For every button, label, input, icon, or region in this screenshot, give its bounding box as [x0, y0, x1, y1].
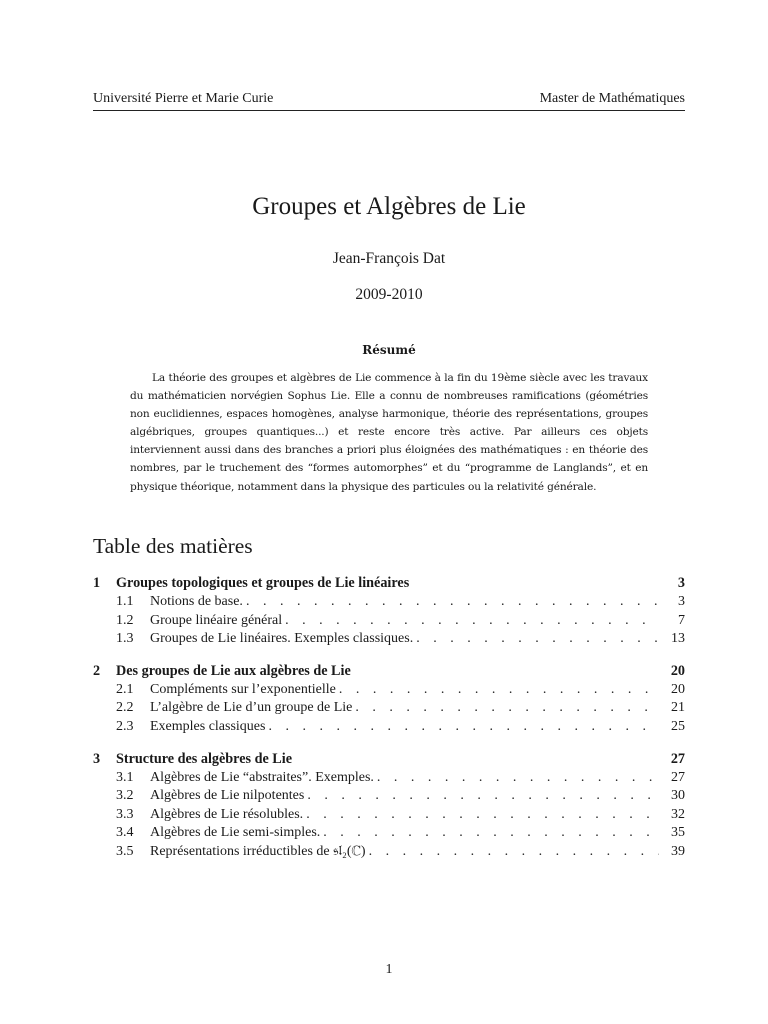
- header-rule: [93, 110, 685, 111]
- subsection-number: 2.1: [116, 681, 134, 697]
- subsection-title: Exemples classiques: [150, 718, 266, 734]
- dot-leader: [268, 719, 659, 735]
- toc-subsection-entry[interactable]: [93, 631, 685, 650]
- subsection-number: 2.2: [116, 700, 134, 716]
- section-title: Des groupes de Lie aux algèbres de Lie: [116, 662, 351, 679]
- abstract-heading: Résumé: [362, 343, 416, 357]
- subsection-number: 1.2: [116, 612, 134, 628]
- subsection-number: 3.5: [116, 843, 134, 859]
- subsection-page: 30: [671, 788, 685, 804]
- subsection-page: 35: [671, 825, 685, 841]
- subsection-title: Représentations irréductibles de 𝔰𝔩₂(ℂ): [150, 843, 366, 859]
- subsection-page: 13: [671, 631, 685, 647]
- header-university: Université Pierre et Marie Curie: [93, 91, 274, 106]
- subsection-title: Algèbres de Lie semi-simples.: [150, 825, 321, 841]
- toc-subsection-entry[interactable]: [93, 613, 685, 632]
- subsection-number: 3.1: [116, 769, 134, 785]
- subsection-title: Compléments sur l’exponentielle: [150, 681, 336, 697]
- section-title: Groupes topologiques et groupes de Lie linéaires: [116, 575, 410, 591]
- toc-subsection-entry[interactable]: [93, 788, 685, 807]
- header-program: Master de Mathématiques: [539, 91, 685, 106]
- subsection-number: 2.3: [116, 718, 134, 734]
- table-of-contents: [93, 575, 685, 876]
- dot-leader: [416, 631, 659, 647]
- subsection-title: L’algèbre de Lie d’un groupe de Lie: [150, 700, 353, 716]
- dot-leader: [377, 770, 659, 786]
- toc-subsection-entry[interactable]: [93, 719, 685, 738]
- toc-subsection-entry[interactable]: [93, 700, 685, 719]
- subsection-number: 3.4: [116, 825, 134, 841]
- subsection-title: Algèbres de Lie nilpotentes: [150, 788, 305, 804]
- toc-subsection-entry[interactable]: [93, 682, 685, 701]
- toc-section-entry[interactable]: [93, 575, 685, 594]
- dot-leader: [355, 700, 659, 716]
- subsection-number: 3.2: [116, 788, 134, 804]
- subsection-page: 32: [671, 806, 685, 822]
- subsection-title: Groupes de Lie linéaires. Exemples classiques.: [150, 631, 414, 647]
- dot-leader: [307, 788, 659, 804]
- dot-leader: [285, 613, 659, 629]
- document-title: Groupes et Algèbres de Lie: [252, 193, 526, 220]
- toc-heading: Table des matières: [93, 534, 253, 558]
- subsection-title: Notions de base.: [150, 594, 243, 609]
- author: Jean-François Dat: [332, 250, 446, 267]
- dot-leader: [369, 844, 659, 860]
- section-page: 20: [670, 662, 685, 679]
- subsection-page: 7: [678, 612, 685, 628]
- toc-section-entry[interactable]: [93, 751, 685, 770]
- dot-leader: [339, 682, 659, 698]
- subsection-title: Algèbres de Lie “abstraites”. Exemples.: [150, 769, 374, 785]
- section-page: 27: [670, 750, 685, 767]
- toc-subsection-entry[interactable]: [93, 594, 685, 613]
- running-header: [93, 91, 685, 107]
- toc-section-entry[interactable]: [93, 663, 685, 682]
- subsection-number: 3.3: [116, 806, 134, 822]
- subsection-page: 27: [671, 769, 685, 785]
- subsection-number: 1.3: [116, 631, 134, 647]
- subsection-page: 21: [671, 700, 685, 716]
- subsection-page: 25: [671, 718, 685, 734]
- subsection-number: 1.1: [116, 594, 134, 609]
- subsection-title: Groupe linéaire général: [150, 612, 283, 628]
- toc-subsection-entry[interactable]: [93, 770, 685, 789]
- toc-subsection-entry[interactable]: [93, 825, 685, 844]
- section-number: 2: [93, 662, 101, 679]
- section-title: Structure des algèbres de Lie: [116, 750, 293, 767]
- subsection-page: 20: [671, 681, 685, 697]
- dot-leader: [306, 807, 659, 823]
- subsection-page: 39: [671, 843, 685, 859]
- abstract-text: La théorie des groupes et algèbres de Lie commence à la fin du 19ème siècle avec les travaux du mathématicien norvégien Sophus Lie. Elle a connu de nombreuses ramifications (géométries non euclidiennes, espaces homogènes, analyse harmonique, théorie des représentations, groupes algébriques, groupes quantiques...) et reste encore très active. Par ailleurs ces objets interviennent aussi dans des branches a priori plus éloignées des mathématiques : en théorie des nombres, par le truchement des “formes automorphes” et du “programme de Langlands”, et en physique théorique, notamment dans la physique des particules ou la relativité générale.: [130, 372, 648, 493]
- toc-section: [93, 751, 685, 863]
- toc-subsection-entry[interactable]: [93, 807, 685, 826]
- section-number: 3: [93, 750, 101, 767]
- subsection-page: 3: [678, 594, 685, 609]
- subsection-title: Algèbres de Lie résolubles.: [150, 806, 304, 822]
- toc-section: [93, 663, 685, 738]
- dot-leader: [246, 594, 659, 610]
- dot-leader: [323, 825, 659, 841]
- toc-subsection-entry[interactable]: [93, 844, 685, 863]
- page-number: 1: [385, 962, 393, 977]
- academic-year: 2009-2010: [355, 286, 423, 303]
- section-number: 1: [93, 575, 101, 591]
- toc-section: [93, 575, 685, 650]
- section-page: 3: [677, 575, 685, 591]
